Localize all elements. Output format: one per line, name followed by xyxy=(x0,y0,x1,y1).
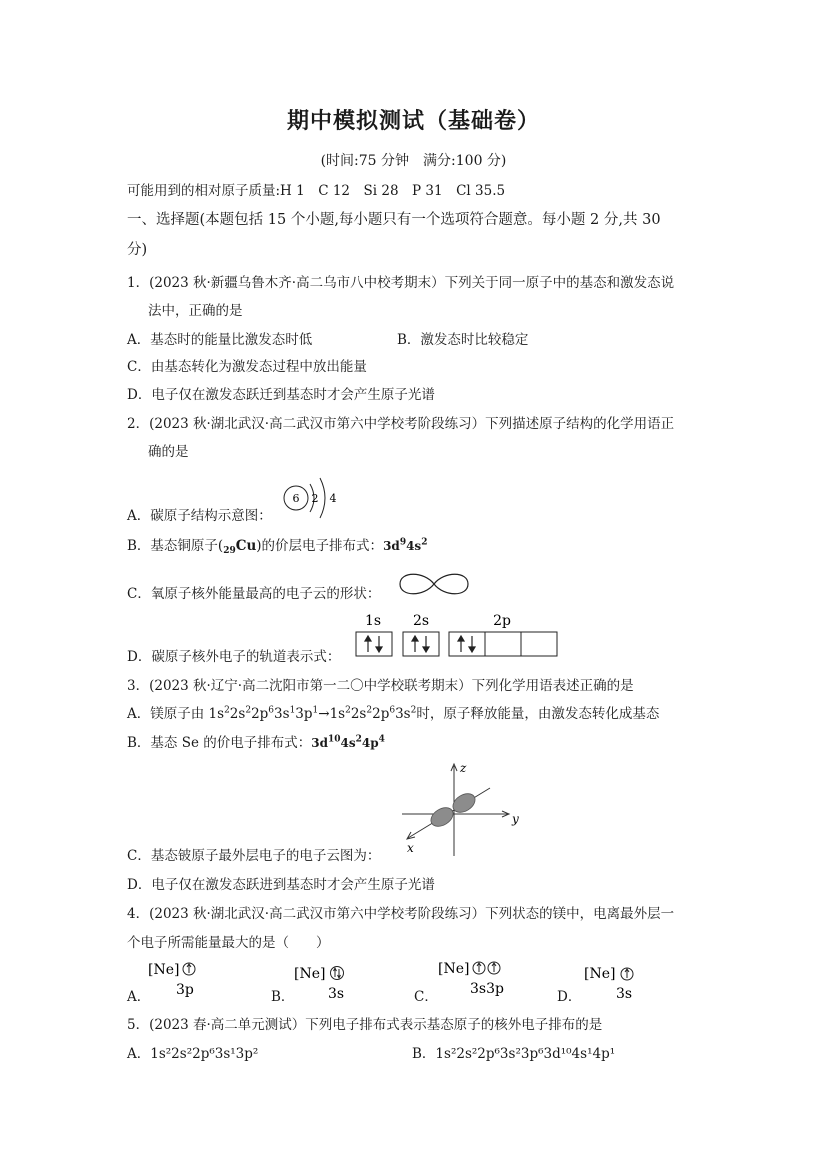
cu-symbol: Cu xyxy=(235,538,257,554)
q1-stem-line1: 1．(2023 秋·新疆乌鲁木齐·高二乌市八中校考期末）下列关于同一原子中的基态和激发态说 xyxy=(127,275,675,291)
q4-option-a: A． xyxy=(127,989,151,1005)
q1-option-b: B．激发态时比较稳定 xyxy=(397,332,529,348)
spin-arrows xyxy=(365,636,475,652)
q2-option-b xyxy=(127,537,427,557)
q1-stem-line2: 法中，正确的是 xyxy=(148,303,243,319)
box-2p-3 xyxy=(521,632,557,656)
q5-stem: 5．(2023 春·高二单元测试）下列电子排布式表示基态原子的核外电子排布的是 xyxy=(127,1017,603,1033)
nucleus-charge: 6 xyxy=(292,492,300,505)
q5-option-b: B．1s²2s²2p⁶3s²3p⁶3d¹⁰4s¹4p¹ xyxy=(412,1046,616,1062)
q3-option-c: C．基态铍原子最外层电子的电子云图为： xyxy=(127,848,381,864)
q2-stem-line1: 2．(2023 秋·湖北武汉·高二武汉市第六中学校考阶段练习）下列描述原子结构的化学用语正 xyxy=(127,416,675,432)
label-2s: 2s xyxy=(412,613,430,629)
q4-b-diagram xyxy=(292,962,352,1006)
page-title: 期中模拟测试（基础卷） xyxy=(286,108,540,134)
y-axis-label: y xyxy=(512,812,519,826)
q1-option-a: A．基态时的能量比激发态时低 xyxy=(127,332,313,348)
q4-stem-line1: 4．(2023 秋·湖北武汉·高二武汉市第六中学校考阶段练习）下列状态的镁中，电离最外层一 xyxy=(127,906,675,922)
box-2s xyxy=(403,632,439,656)
q2-stem-line2: 确的是 xyxy=(148,444,189,460)
shell-arc-2 xyxy=(320,478,325,518)
q3-b-prefix: B．基态 Se 的价电子排布式： xyxy=(127,735,312,751)
box-2p-1 xyxy=(449,632,485,656)
p-orbital-shape xyxy=(396,567,472,601)
carbon-orbital-diagram xyxy=(352,610,562,662)
label-d: 3s xyxy=(616,986,633,1002)
label-a: 3p xyxy=(176,982,194,998)
cu-formula-sup1: 9 xyxy=(399,537,407,548)
q2-option-c: C．氧原子核外能量最高的电子云的形状： xyxy=(127,586,381,602)
shell-2-count: 4 xyxy=(329,492,337,505)
cu-atomic-number: 29 xyxy=(223,546,236,556)
q4-stem-line2: 个电子所需能量最大的是（ ） xyxy=(127,935,330,951)
label-b: 3s xyxy=(328,986,345,1002)
q3-option-b: B．基态 Se 的价电子排布式：$3d^{10}4s^24p^4$ xyxy=(127,734,385,751)
ne-core-b: [Ne] xyxy=(294,966,326,982)
beryllium-electron-cloud xyxy=(398,760,528,860)
section-heading-line1: 一、选择题(本题包括 15 个小题,每小题只有一个选项符合题意。每小题 2 分,共 30 xyxy=(127,212,661,228)
box-2p-2 xyxy=(485,632,521,656)
q4-c-diagram xyxy=(436,957,516,1001)
carbon-atom-diagram xyxy=(278,472,348,526)
q4-a-diagram xyxy=(146,958,206,1002)
q2-b-prefix: B．基态铜原子( xyxy=(127,538,224,554)
x-axis-label: x xyxy=(407,841,414,855)
q2-option-a: A．碳原子结构示意图： xyxy=(127,508,272,524)
label-c: 3s3p xyxy=(470,981,504,997)
q3-option-d: D．电子仅在激发态跃进到基态时才会产生原子光谱 xyxy=(127,877,435,893)
ne-core-d: [Ne] xyxy=(584,966,616,982)
section-heading-line2: 分) xyxy=(127,242,148,258)
shell-1-count: 2 xyxy=(311,492,319,505)
q5-option-a: A．1s²2s²2p⁶3s¹3p² xyxy=(127,1046,259,1062)
q4-option-d: D． xyxy=(557,989,582,1005)
q4-option-b: B． xyxy=(271,989,295,1005)
label-1s: 1s xyxy=(364,613,382,629)
orbital-lobe-front xyxy=(428,804,457,830)
q3-a-prefix: A．镁原子由 1s xyxy=(127,706,225,722)
cu-formula-3d: 3d xyxy=(383,539,400,553)
q1-option-c: C．由基态转化为激发态过程中放出能量 xyxy=(127,359,367,375)
q4-option-c: C． xyxy=(414,989,438,1005)
p-orbital-outline xyxy=(400,574,468,594)
ne-core-c: [Ne] xyxy=(438,961,470,977)
label-2p: 2p xyxy=(493,613,511,629)
q2-option-d: D．碳原子核外电子的轨道表示式： xyxy=(127,649,341,665)
box-1s xyxy=(356,632,392,656)
q2-b-suffix: )的价层电子排布式： xyxy=(256,538,384,554)
q4-d-diagram xyxy=(582,962,642,1006)
ne-core-a: [Ne] xyxy=(148,962,180,978)
cu-formula-sup2: 2 xyxy=(421,537,428,548)
q3-option-a: A．镁原子由 $1s^22s^22p^63s^13p^1\to 1s^22s^22p^63s^2$时，原子释放能量，由激发态转化成基态 xyxy=(127,705,660,722)
q1-option-d: D．电子仅在激发态跃迁到基态时才会产生原子光谱 xyxy=(127,387,435,403)
cu-formula-4s: 4s xyxy=(406,539,422,553)
atomic-mass-line: 可能用到的相对原子质量:H 1 C 12 Si 28 P 31 Cl 35.5 xyxy=(127,183,506,199)
page-subtitle: (时间:75 分钟 满分:100 分) xyxy=(320,153,507,169)
q3-stem: 3．(2023 秋·辽宁·高二沈阳市第一二〇中学校联考期末）下列化学用语表述正确的是 xyxy=(127,678,634,694)
z-axis-label: z xyxy=(460,761,467,775)
q3-a-suffix: 时，原子释放能量，由激发态转化成基态 xyxy=(416,706,660,722)
